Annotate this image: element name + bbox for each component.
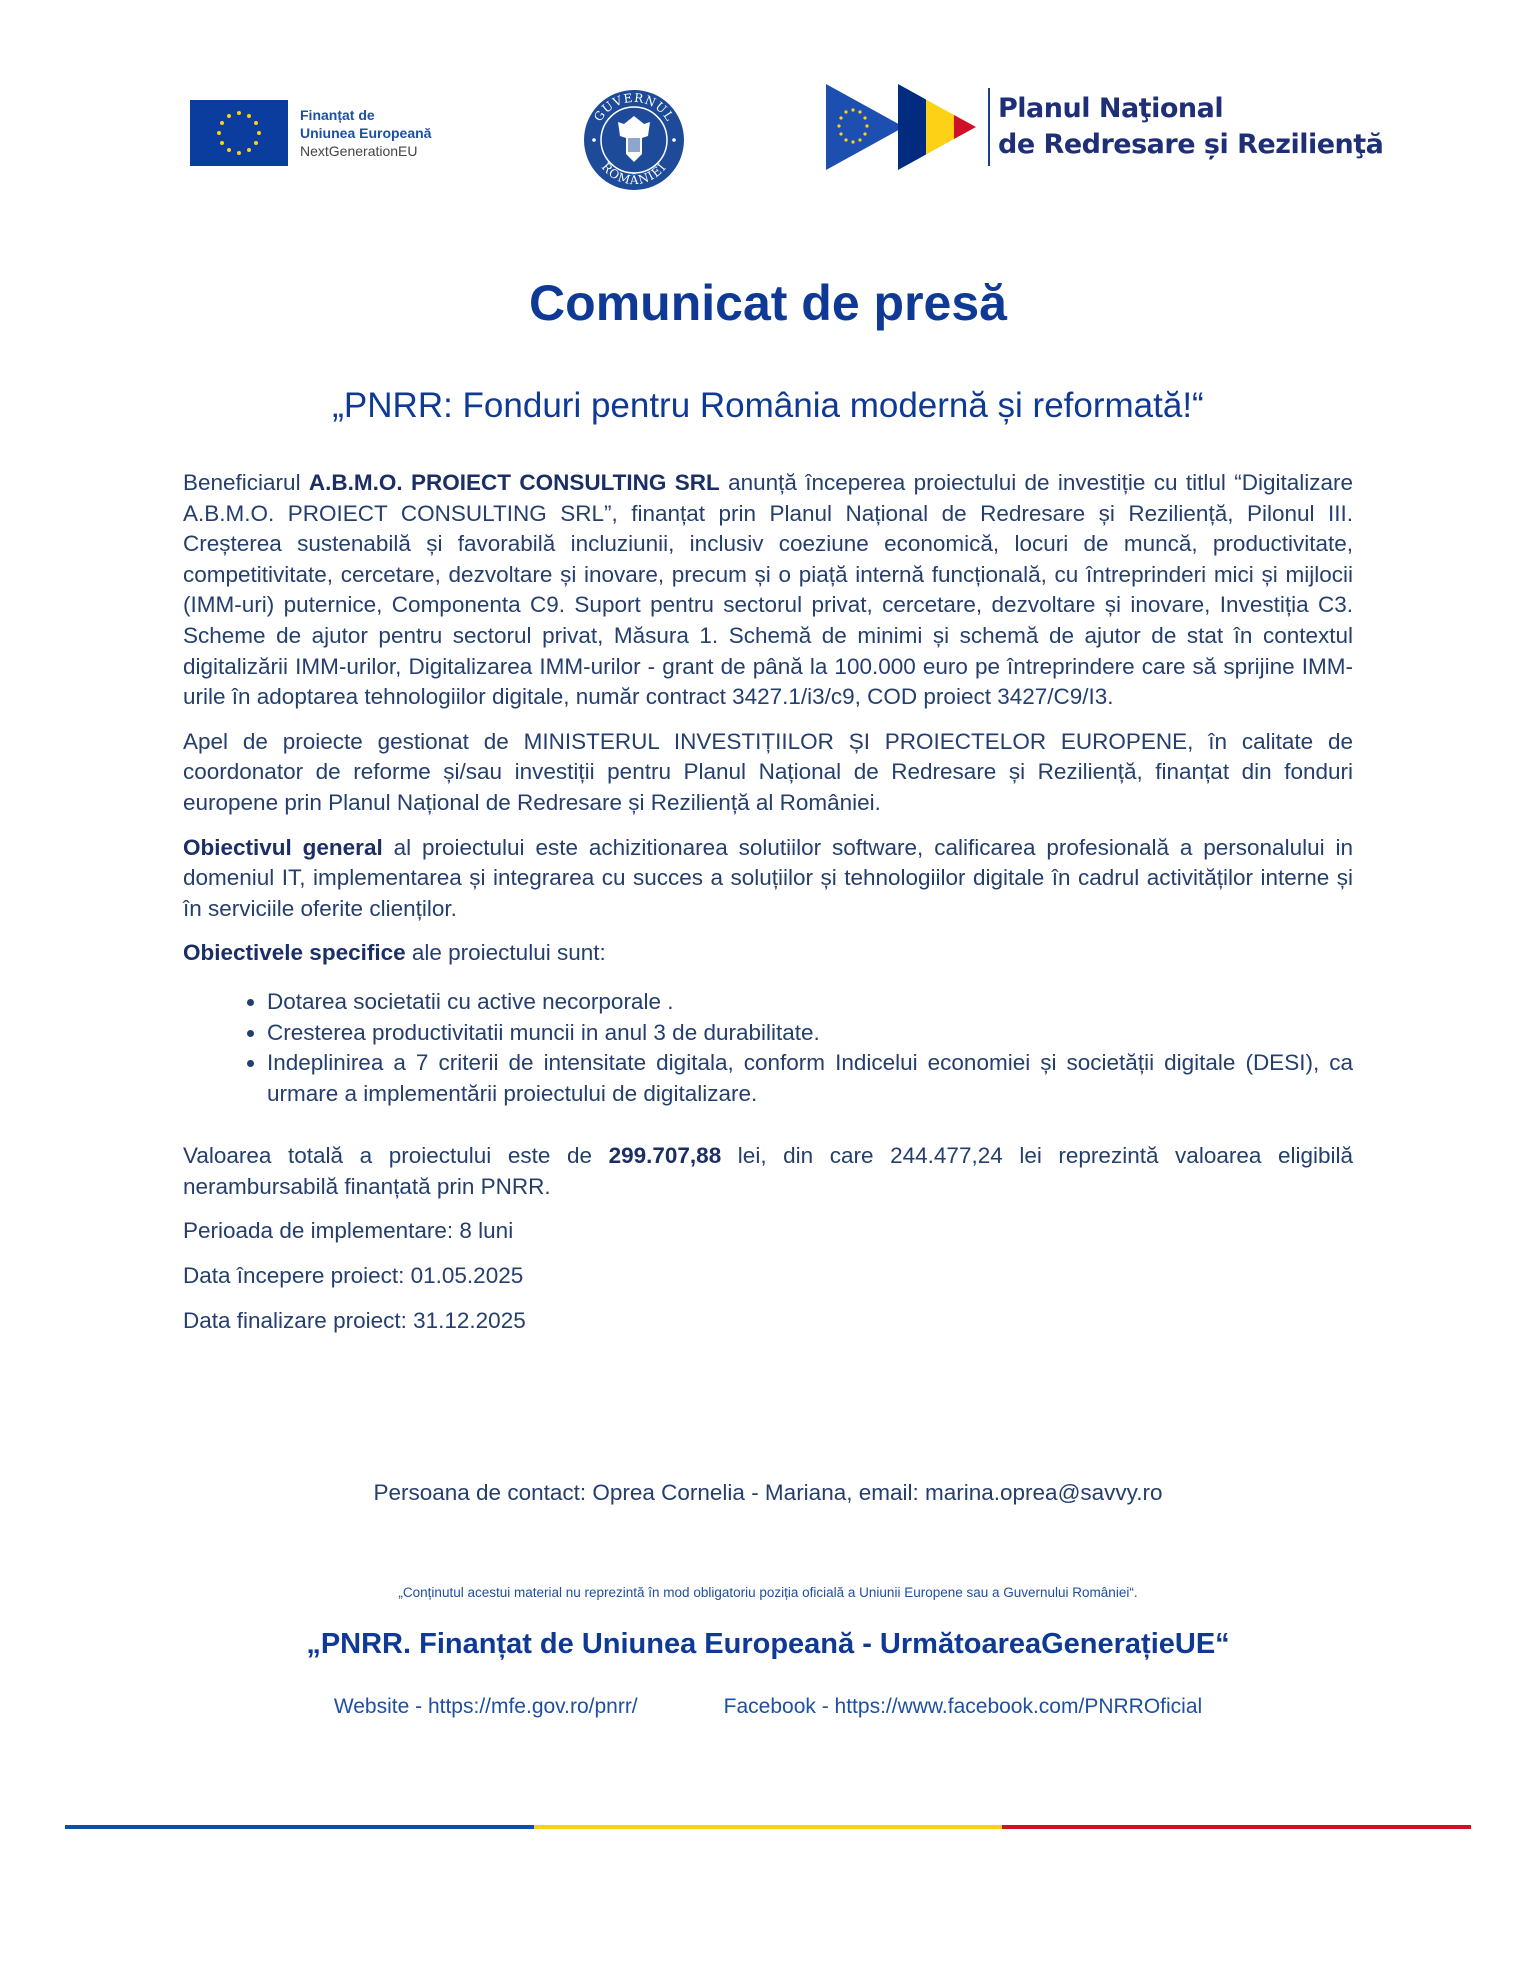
tricolor-yellow: [534, 1825, 1003, 1829]
svg-text:ROMÂNIEI: ROMÂNIEI: [598, 159, 670, 188]
page-title: Comunicat de presă: [529, 275, 1007, 331]
footer-links: [0, 1695, 1536, 1719]
svg-text:GUVERNUL: GUVERNUL: [591, 90, 678, 125]
press-release-body: [183, 468, 1353, 1350]
implementation-period: Perioada de implementare: 8 luni: [183, 1218, 514, 1244]
specific-objectives-heading: Obiectivele specifice ale proiectului sunt:: [183, 940, 606, 966]
pnrr-arrows-icon: [826, 84, 982, 170]
start-date: Data începere proiect: 01.05.2025: [183, 1263, 524, 1289]
tricolor-blue: [65, 1825, 534, 1829]
website-link[interactable]: Website - https://mfe.gov.ro/pnrr/: [333, 1695, 638, 1718]
page-subtitle: „PNRR: Fonduri pentru România modernă și reformată!“: [332, 386, 1204, 425]
tricolor-divider: [65, 1825, 1471, 1829]
eu-logo-line3: NextGenerationEU: [300, 143, 418, 159]
pnrr-logo: [826, 84, 1383, 170]
list-item: • Indeplinirea a 7 criterii de intensitate digitala, conform Indicelui economiei și societății digitale (DESI), ca urmare a implementării proiectului de digitalizare.: [267, 1048, 1353, 1109]
intro-paragraph: Beneficiarul A.B.M.O. PROIECT CONSULTING SRL anunță începerea proiectului de investiție cu titlul “Digitalizare A.B.M.O. PROIECT CONSULTING SRL”, finanțat prin Planul Național de Redresare și Reziliență, Pilonul III. Creșterea sustenabilă și favorabilă incluziunii, inclusiv coeziune economică, locuri de muncă, productivitate, competitivitate, cercetare, dezvoltare și inovare, precum și o piață internă funcțională, cu întreprinderi mici și mijlocii (IMM-uri) puternice, Componenta C9. Suport pentru sectorul privat, cercetare, dezvoltare și inovare, Investiția C3. Scheme de ajutor pentru sectorul privat, Măsura 1. Schemă de minimi și schemă de ajutor de stat în contextul digitalizării IMM-urilor, Digitalizarea IMM-urilor - grant de până la 100.000 euro pe întreprindere care să sprijine IMM-urile în adoptarea tehnologiilor digitale, număr contract 3427.1/i3/c9, COD proiect 3427/C9/I3.: [183, 470, 1353, 710]
pnrr-logo-divider: [988, 88, 990, 166]
tricolor-red: [1002, 1825, 1471, 1829]
list-item: • Cresterea productivitatii muncii in anul 3 de durabilitate.: [267, 1018, 1353, 1049]
list-item: • Dotarea societatii cu active necorporale .: [267, 987, 1353, 1018]
specific-objectives-list: [183, 987, 1353, 1109]
end-date: Data finalizare proiect: 31.12.2025: [183, 1307, 526, 1333]
beneficiary-name: A.B.M.O. PROIECT CONSULTING SRL: [308, 470, 720, 495]
call-paragraph: Apel de proiecte gestionat de MINISTERUL INVESTIȚIILOR ȘI PROIECTELOR EUROPENE, în calitate de coordonator de reforme și/sau investiții pentru Planul Național de Redresare și Reziliență, finanțat din fonduri europene prin Planul Național de Redresare și Reziliență al României.: [183, 728, 1353, 815]
eu-funding-logo: [190, 100, 431, 166]
facebook-link[interactable]: Facebook - https://www.facebook.com/PNRROficial: [723, 1695, 1203, 1718]
pnrr-slogan: „PNRR. Finanțat de Uniunea Europeană - UrmătoareaGenerațieUE“: [306, 1628, 1230, 1660]
eu-logo-line1: Finanțat de: [300, 107, 375, 123]
pnrr-logo-line1: Planul Naţional: [998, 93, 1224, 124]
eu-logo-line2: Uniunea Europeană: [300, 125, 432, 141]
pnrr-logo-line2: de Redresare și Rezilienţă: [998, 129, 1384, 160]
total-value: 299.707,88: [608, 1143, 722, 1169]
page-header: [0, 0, 1536, 200]
project-value-paragraph: Valoarea totală a proiectului este de 299.707,88 lei, din care 244.477,24 lei reprezintă valoarea eligibilă nerambursabilă finanțată prin PNRR.: [183, 1143, 1353, 1199]
disclaimer: „Conținutul acestui material nu reprezintă în mod obligatoriu poziția oficială a Uniunii Europene sau a Guvernului României“.: [398, 1585, 1138, 1600]
romanian-government-crest-icon: [582, 88, 686, 192]
eu-flag-icon: [190, 100, 288, 166]
contact-person: Persoana de contact: Oprea Cornelia - Mariana, email: marina.oprea@savvy.ro: [373, 1480, 1163, 1505]
general-objective-paragraph: Obiectivul general al proiectului este achizitionarea solutiilor software, calificarea profesională a personalului in domeniul IT, implementarea și integrarea cu succes a soluțiilor și tehnologiilor digitale în cadrul activităților interne și în serviciile oferite clienților.: [183, 834, 1353, 921]
